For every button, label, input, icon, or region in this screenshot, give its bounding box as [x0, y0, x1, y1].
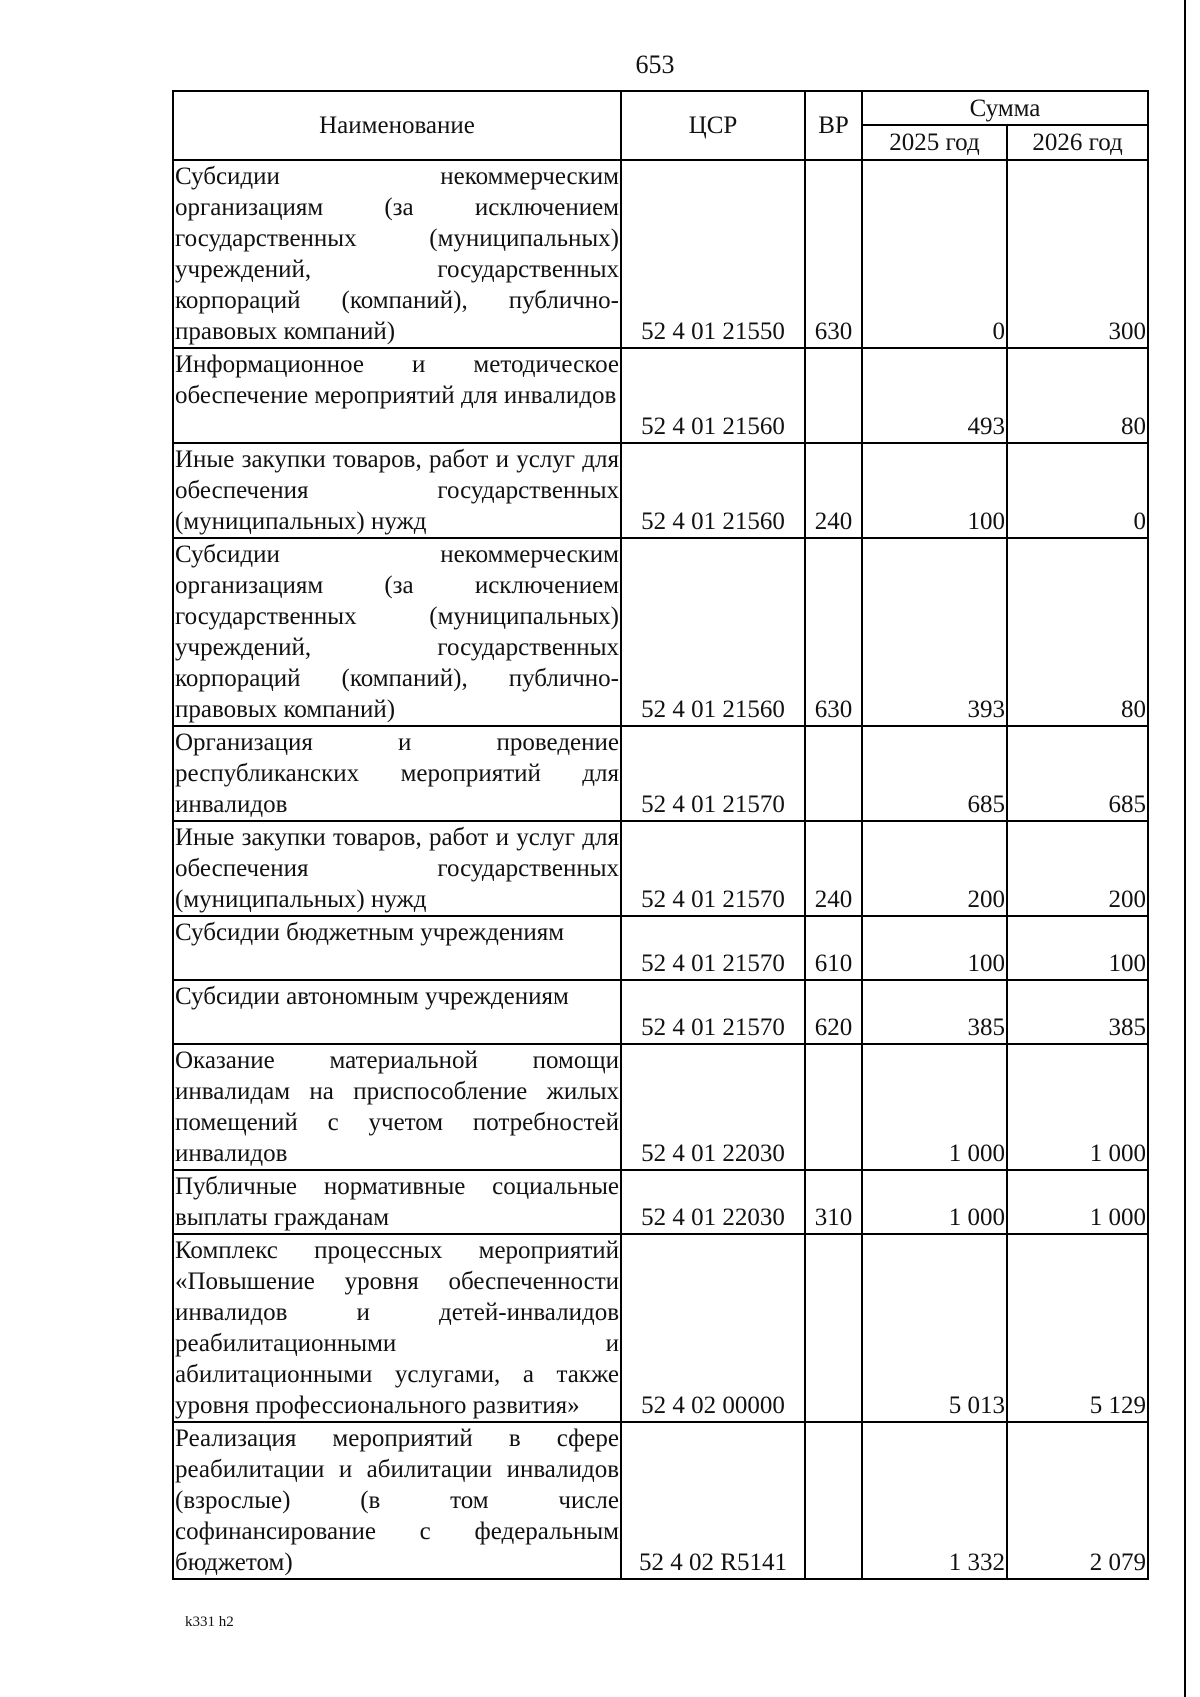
footer-document-code: k331 h2: [185, 1614, 234, 1630]
row-name: Оказание материальной помощи инвалидам на приспособление жилых помещений с учетом потребностей инвалидов: [173, 1044, 621, 1170]
row-2026: 1 000: [1007, 1044, 1148, 1170]
row-vr: [805, 1422, 862, 1579]
row-2025: 385: [862, 980, 1007, 1044]
row-vr: 630: [805, 538, 862, 726]
header-csr: ЦСР: [621, 91, 805, 160]
row-name: Иные закупки товаров, работ и услуг для обеспечения государственных (муниципальных) нужд: [173, 443, 621, 538]
row-csr: 52 4 01 21560: [621, 348, 805, 443]
table-row: [173, 1044, 1148, 1170]
row-csr: 52 4 01 21560: [621, 443, 805, 538]
row-vr: 240: [805, 821, 862, 916]
row-name: Комплекс процессных мероприятий «Повышение уровня обеспеченности инвалидов и детей-инвалидов реабилитационными и абилитационными услугами, а также уровня профессионального развития»: [173, 1234, 621, 1422]
page-edge-line: [1184, 0, 1186, 1697]
table-row: [173, 980, 1148, 1044]
table-header-row: [173, 91, 1148, 125]
row-vr: [805, 1044, 862, 1170]
row-csr: 52 4 01 21570: [621, 821, 805, 916]
row-vr: 620: [805, 980, 862, 1044]
row-vr: 610: [805, 916, 862, 980]
row-2026: 80: [1007, 348, 1148, 443]
row-vr: [805, 1234, 862, 1422]
row-name: Субсидии автономным учреждениям: [173, 980, 621, 1044]
table-row: [173, 726, 1148, 821]
table-row: [173, 1422, 1148, 1579]
row-name: Информационное и методическое обеспечение мероприятий для инвалидов: [173, 348, 621, 443]
row-2026: 300: [1007, 160, 1148, 348]
row-2025: 1 000: [862, 1044, 1007, 1170]
row-name: Субсидии некоммерческим организациям (за исключением государственных (муниципальных) учреждений, государственных корпораций (компаний), публично-правовых компаний): [173, 160, 621, 348]
header-year-2025: 2025 год: [862, 125, 1007, 160]
row-2026: 80: [1007, 538, 1148, 726]
row-2025: 100: [862, 443, 1007, 538]
row-name: Реализация мероприятий в сфере реабилитации и абилитации инвалидов (взрослые) (в том числе софинансирование с федеральным бюджетом): [173, 1422, 621, 1579]
row-vr: [805, 726, 862, 821]
row-2026: 5 129: [1007, 1234, 1148, 1422]
row-csr: 52 4 02 00000: [621, 1234, 805, 1422]
row-2025: 0: [862, 160, 1007, 348]
page-number: 653: [635, 50, 675, 79]
row-csr: 52 4 02 R5141: [621, 1422, 805, 1579]
row-name: Иные закупки товаров, работ и услуг для обеспечения государственных (муниципальных) нужд: [173, 821, 621, 916]
row-2026: 200: [1007, 821, 1148, 916]
row-2025: 100: [862, 916, 1007, 980]
row-2026: 100: [1007, 916, 1148, 980]
row-2025: 200: [862, 821, 1007, 916]
row-2025: 1 000: [862, 1170, 1007, 1234]
row-2026: 2 079: [1007, 1422, 1148, 1579]
row-vr: [805, 348, 862, 443]
row-2025: 493: [862, 348, 1007, 443]
row-csr: 52 4 01 22030: [621, 1044, 805, 1170]
row-name: Публичные нормативные социальные выплаты гражданам: [173, 1170, 621, 1234]
row-csr: 52 4 01 21570: [621, 726, 805, 821]
row-name: Организация и проведение республиканских мероприятий для инвалидов: [173, 726, 621, 821]
row-name: Субсидии некоммерческим организациям (за исключением государственных (муниципальных) учреждений, государственных корпораций (компаний), публично-правовых компаний): [173, 538, 621, 726]
header-vr: ВР: [805, 91, 862, 160]
row-csr: 52 4 01 21570: [621, 980, 805, 1044]
table-row: [173, 538, 1148, 726]
row-csr: 52 4 01 21570: [621, 916, 805, 980]
row-2025: 393: [862, 538, 1007, 726]
row-csr: 52 4 01 21560: [621, 538, 805, 726]
table-row: [173, 443, 1148, 538]
row-2026: 385: [1007, 980, 1148, 1044]
table-row: [173, 348, 1148, 443]
row-2026: 685: [1007, 726, 1148, 821]
row-2025: 5 013: [862, 1234, 1007, 1422]
row-2026: 1 000: [1007, 1170, 1148, 1234]
table-row: [173, 1234, 1148, 1422]
table-row: [173, 916, 1148, 980]
row-vr: 240: [805, 443, 862, 538]
row-csr: 52 4 01 21550: [621, 160, 805, 348]
table-row: [173, 821, 1148, 916]
row-vr: 310: [805, 1170, 862, 1234]
row-name: Субсидии бюджетным учреждениям: [173, 916, 621, 980]
row-2025: 1 332: [862, 1422, 1007, 1579]
table-row: [173, 160, 1148, 348]
budget-table: [172, 90, 1149, 1580]
row-2025: 685: [862, 726, 1007, 821]
header-year-2026: 2026 год: [1007, 125, 1148, 160]
row-vr: 630: [805, 160, 862, 348]
table-row: [173, 1170, 1148, 1234]
header-name: Наименование: [173, 91, 621, 160]
row-2026: 0: [1007, 443, 1148, 538]
header-sum: Сумма: [862, 91, 1148, 125]
row-csr: 52 4 01 22030: [621, 1170, 805, 1234]
